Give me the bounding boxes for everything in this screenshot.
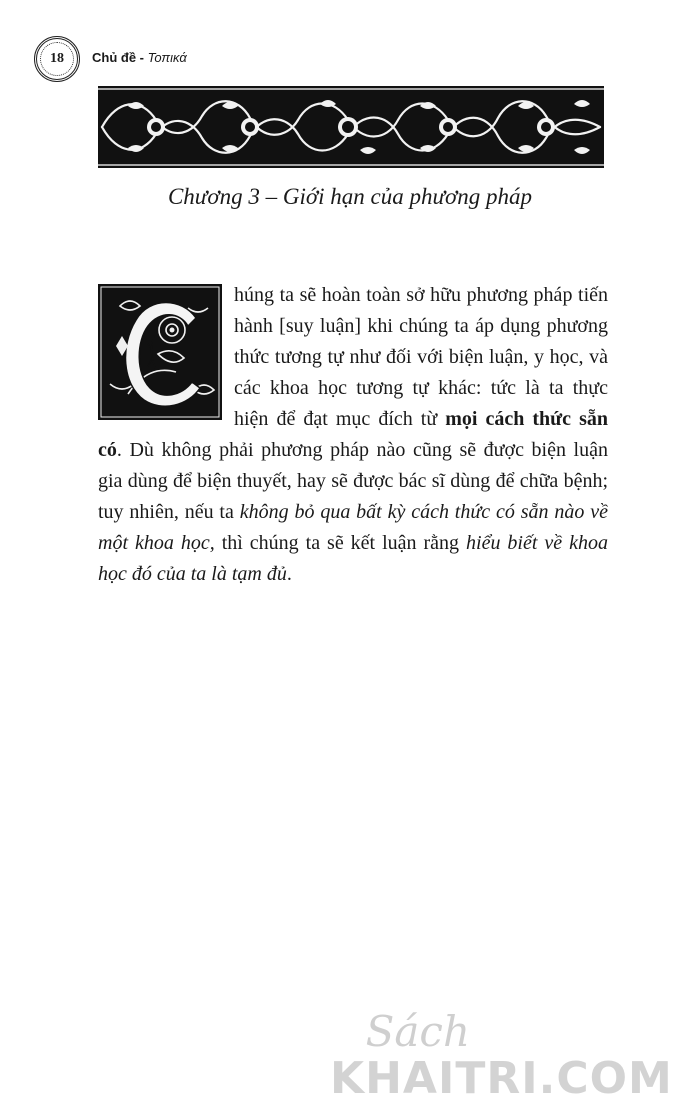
body-paragraph <box>98 280 608 590</box>
body-text-bold: mọi cách thức sẵn có <box>98 408 608 461</box>
page-number: 18 <box>40 42 74 76</box>
body-text-end: . <box>286 563 292 585</box>
body-text-part-2: . Dù không phải phương pháp nào cũng sẽ được biện luận gia dùng để biện thuyết, hay sẽ được bác sĩ dùng để chữa bệnh; tuy nhiên, nếu ta <box>98 439 608 523</box>
watermark-logo <box>330 1007 673 1110</box>
body-text-italic-2: hiểu biết về khoa học đó của ta là tạm đủ <box>98 532 608 585</box>
body-text-part-3: thì chúng ta sẽ kết luận rằng <box>214 532 467 554</box>
running-head <box>92 50 187 65</box>
body-text-italic-1: không bỏ qua bất kỳ cách thức có sẵn nào về một khoa học, <box>98 501 608 554</box>
running-head-section: Chủ đề - <box>92 50 144 65</box>
watermark-script: Sách <box>365 1007 470 1056</box>
body-text-part-1: húng ta sẽ hoàn toàn sở hữu phương pháp tiến hành [suy luận] khi chúng ta áp dụng phương thức tương tự như đối với biện luận, y học, và các khoa học tương tự khác: tức là ta thực hiện để đạt mục đích từ <box>234 284 608 430</box>
running-head-book-title: Τοπικά <box>147 50 187 65</box>
drop-cap-illuminated-letter <box>98 284 222 420</box>
page-number-badge <box>34 36 80 82</box>
watermark-brand: KHAITRI.COM <box>330 1053 673 1104</box>
ornament-band <box>98 86 604 168</box>
chapter-title: Chương 3 – Giới hạn của phương pháp <box>167 184 533 209</box>
